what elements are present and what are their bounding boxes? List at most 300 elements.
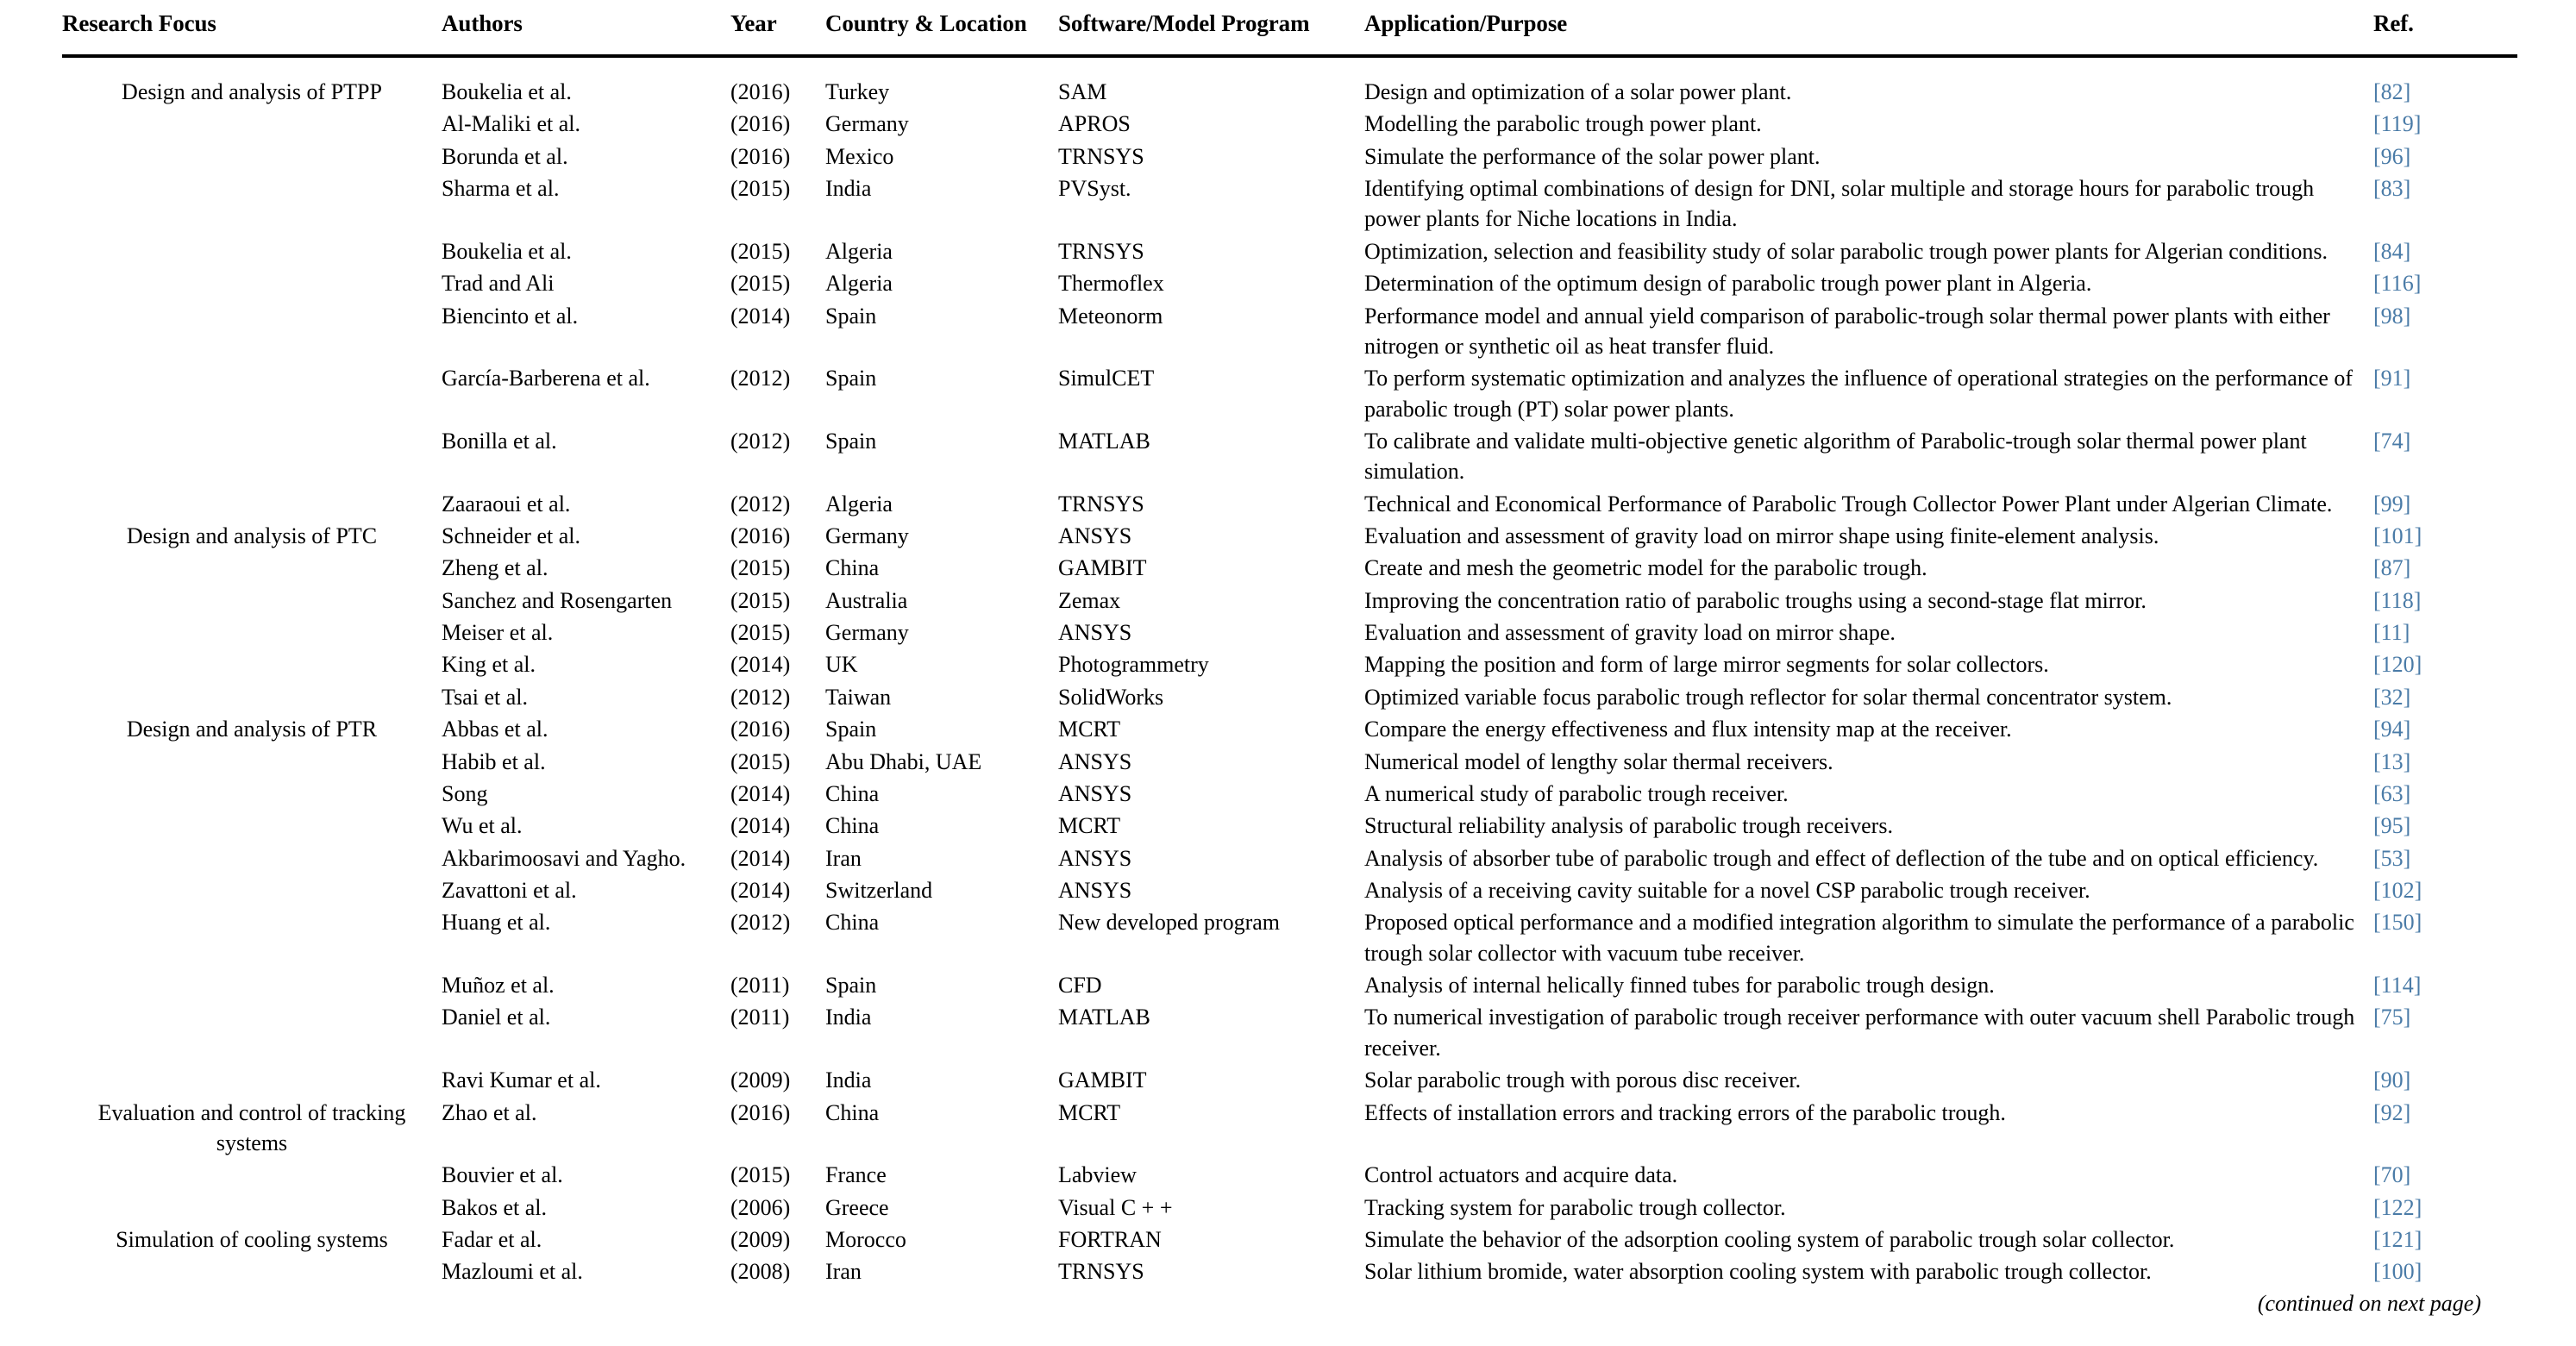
cell-research-focus (62, 714, 442, 746)
continued-on-next-page-note: (continued on next page) (2257, 1291, 2481, 1316)
cell-year: (2012) (730, 366, 791, 391)
table-row (62, 1224, 2517, 1256)
cell-country: Spain (825, 717, 877, 742)
cell-country: Algeria (825, 238, 893, 264)
cell-ref (2373, 907, 2517, 970)
table-row (62, 1098, 2517, 1161)
cell-research-focus (62, 553, 442, 585)
table-row (62, 426, 2517, 489)
cell-research-focus (62, 109, 442, 141)
cell-ref (2373, 617, 2517, 649)
cell-software: GAMBIT (1058, 1067, 1147, 1093)
cell-country: Iran (825, 845, 862, 871)
reference-link[interactable]: [53] (2373, 845, 2411, 871)
reference-link[interactable]: [101] (2373, 523, 2422, 549)
reference-link[interactable]: [11] (2373, 620, 2410, 646)
reference-link[interactable]: [94] (2373, 717, 2411, 742)
reference-link[interactable]: [63] (2373, 780, 2411, 806)
cell-country: Mexico (825, 143, 894, 169)
cell-research-focus (62, 682, 442, 714)
cell-application-purpose-text: To calibrate and validate multi-objective genetic algorithm of Parabolic-trough solar thermal power plant simulation. (1364, 428, 2307, 485)
cell-application-purpose (1364, 1002, 2373, 1065)
cell-authors: Mazloumi et al. (442, 1259, 583, 1285)
cell-country: Iran (825, 1259, 862, 1285)
cell-country: Morocco (825, 1226, 906, 1252)
cell-year: (2015) (730, 271, 791, 297)
cell-research-focus (62, 747, 442, 779)
cell-software: PVSyst. (1058, 176, 1131, 202)
cell-authors: Trad and Ali (442, 271, 555, 297)
cell-software: SimulCET (1058, 366, 1155, 391)
table-row (62, 1193, 2517, 1224)
cell-research-focus (62, 173, 442, 236)
reference-link[interactable]: [120] (2373, 652, 2422, 678)
cell-software: MCRT (1058, 717, 1121, 742)
cell-country: Spain (825, 366, 877, 391)
cell-country: Algeria (825, 271, 893, 297)
cell-research-focus (62, 301, 442, 364)
cell-country: China (825, 555, 880, 581)
reference-link[interactable]: [70] (2373, 1162, 2411, 1188)
cell-software: MCRT (1058, 1099, 1121, 1125)
cell-country: France (825, 1162, 887, 1188)
cell-country: China (825, 910, 880, 936)
column-header-application: Application/Purpose (1364, 0, 2373, 56)
reference-link[interactable]: [96] (2373, 143, 2411, 169)
cell-application-purpose (1364, 970, 2373, 1002)
cell-authors: Daniel et al. (442, 1005, 551, 1030)
table-row (62, 875, 2517, 907)
reference-link[interactable]: [150] (2373, 910, 2422, 936)
cell-application-purpose (1364, 1224, 2373, 1256)
cell-application-purpose-text: Optimized variable focus parabolic trough reflector for solar thermal concentrator system. (1364, 684, 2172, 710)
cell-software: Photogrammetry (1058, 652, 1209, 678)
cell-authors: Sanchez and Rosengarten (442, 587, 673, 613)
cell-country: China (825, 780, 880, 806)
cell-country: Switzerland (825, 877, 933, 903)
cell-authors: Meiser et al. (442, 620, 554, 646)
cell-application-purpose-text: Analysis of absorber tube of parabolic trough and effect of deflection of the tube and on optical efficiency. (1364, 845, 2319, 871)
column-header-country-location: Country & Location (825, 0, 1058, 56)
cell-software: Thermoflex (1058, 271, 1164, 297)
cell-application-purpose (1364, 779, 2373, 811)
reference-link[interactable]: [98] (2373, 303, 2411, 329)
cell-ref (2373, 426, 2517, 489)
cell-authors: Zheng et al. (442, 555, 548, 581)
cell-authors: Boukelia et al. (442, 238, 572, 264)
reference-link[interactable]: [75] (2373, 1005, 2411, 1030)
cell-application-purpose-text: Evaluation and assessment of gravity load on mirror shape using finite-element analysis. (1364, 523, 2159, 549)
cell-research-focus (62, 907, 442, 970)
table-row (62, 521, 2517, 553)
cell-ref (2373, 56, 2517, 109)
cell-research-focus (62, 970, 442, 1002)
cell-application-purpose-text: Numerical model of lengthy solar thermal receivers. (1364, 748, 1833, 774)
cell-application-purpose-text: Simulate the performance of the solar power plant. (1364, 143, 1821, 169)
reference-link[interactable]: [119] (2373, 111, 2422, 137)
cell-application-purpose-text: Technical and Economical Performance of Parabolic Trough Collector Power Plant under Algerian Climate. (1364, 491, 2333, 516)
cell-year: (2014) (730, 652, 791, 678)
reference-link[interactable]: [116] (2373, 271, 2422, 297)
research-focus-label: Simulation of cooling systems (116, 1226, 388, 1252)
cell-ref (2373, 553, 2517, 585)
reference-link[interactable]: [99] (2373, 491, 2411, 516)
reference-link[interactable]: [100] (2373, 1259, 2422, 1285)
cell-software: FORTRAN (1058, 1226, 1162, 1252)
cell-research-focus (62, 521, 442, 553)
cell-country: Turkey (825, 79, 890, 104)
cell-ref (2373, 301, 2517, 364)
cell-authors: García-Barberena et al. (442, 366, 650, 391)
cell-application-purpose (1364, 553, 2373, 585)
cell-application-purpose-text: Effects of installation errors and tracking errors of the parabolic trough. (1364, 1099, 2006, 1125)
cell-year: (2012) (730, 491, 791, 516)
cell-country: India (825, 1005, 872, 1030)
cell-application-purpose (1364, 301, 2373, 364)
cell-application-purpose (1364, 521, 2373, 553)
reference-link[interactable]: [95] (2373, 813, 2411, 839)
table-header (62, 0, 2517, 56)
cell-research-focus (62, 1160, 442, 1192)
cell-ref (2373, 141, 2517, 173)
cell-application-purpose (1364, 1160, 2373, 1192)
cell-application-purpose (1364, 649, 2373, 681)
reference-link[interactable]: [82] (2373, 79, 2411, 104)
cell-year: (2008) (730, 1259, 791, 1285)
research-focus-label: Design and analysis of PTPP (122, 79, 382, 104)
cell-application-purpose (1364, 363, 2373, 426)
reference-link[interactable]: [91] (2373, 366, 2411, 391)
cell-authors: Bouvier et al. (442, 1162, 563, 1188)
reference-link[interactable]: [74] (2373, 428, 2411, 454)
cell-research-focus (62, 1002, 442, 1065)
table-row (62, 56, 2517, 109)
cell-software: MCRT (1058, 813, 1121, 839)
column-header-software-model: Software/Model Program (1058, 0, 1364, 56)
cell-application-purpose-text: A numerical study of parabolic trough receiver. (1364, 780, 1789, 806)
cell-authors: Bonilla et al. (442, 428, 557, 454)
cell-ref (2373, 489, 2517, 521)
cell-application-purpose (1364, 843, 2373, 875)
cell-application-purpose-text: Analysis of a receiving cavity suitable for a novel CSP parabolic trough receiver. (1364, 877, 2090, 903)
cell-year: (2015) (730, 620, 791, 646)
cell-ref (2373, 363, 2517, 426)
cell-software: Meteonorm (1058, 303, 1163, 329)
table-row (62, 714, 2517, 746)
cell-ref (2373, 811, 2517, 842)
cell-research-focus (62, 141, 442, 173)
cell-country: Spain (825, 303, 877, 329)
table-row (62, 617, 2517, 649)
table-row (62, 173, 2517, 236)
cell-authors: King et al. (442, 652, 536, 678)
cell-year: (2012) (730, 428, 791, 454)
reference-link[interactable]: [13] (2373, 748, 2411, 774)
cell-software: MATLAB (1058, 428, 1150, 454)
cell-research-focus (62, 489, 442, 521)
cell-application-purpose (1364, 682, 2373, 714)
cell-authors: Al-Maliki et al. (442, 111, 581, 137)
table-header-row (62, 0, 2517, 56)
cell-application-purpose (1364, 109, 2373, 141)
cell-software: ANSYS (1058, 748, 1132, 774)
cell-research-focus (62, 268, 442, 300)
cell-ref (2373, 1224, 2517, 1256)
cell-year: (2016) (730, 143, 791, 169)
cell-authors: Muñoz et al. (442, 973, 555, 999)
cell-ref (2373, 173, 2517, 236)
cell-year: (2014) (730, 780, 791, 806)
cell-application-purpose-text: Improving the concentration ratio of parabolic troughs using a second-stage flat mirror. (1364, 587, 2147, 613)
cell-authors: Sharma et al. (442, 176, 560, 202)
cell-authors: Huang et al. (442, 910, 551, 936)
table-row (62, 553, 2517, 585)
cell-application-purpose-text: Determination of the optimum design of parabolic trough power plant in Algeria. (1364, 271, 2092, 297)
cell-year: (2014) (730, 877, 791, 903)
cell-software: TRNSYS (1058, 491, 1144, 516)
research-summary-table (62, 0, 2517, 1289)
table-row (62, 1002, 2517, 1065)
cell-application-purpose (1364, 714, 2373, 746)
cell-authors: Abbas et al. (442, 717, 548, 742)
cell-research-focus (62, 1065, 442, 1097)
cell-country: Australia (825, 587, 908, 613)
cell-software: MATLAB (1058, 1005, 1150, 1030)
cell-year: (2015) (730, 176, 791, 202)
cell-country: Spain (825, 973, 877, 999)
cell-application-purpose-text: Tracking system for parabolic trough collector. (1364, 1194, 1786, 1220)
cell-research-focus (62, 875, 442, 907)
reference-link[interactable]: [90] (2373, 1067, 2411, 1093)
cell-research-focus (62, 1224, 442, 1256)
cell-authors: Tsai et al. (442, 684, 528, 710)
cell-ref (2373, 1193, 2517, 1224)
table-row (62, 1065, 2517, 1097)
cell-ref (2373, 1256, 2517, 1288)
reference-link[interactable]: [83] (2373, 176, 2411, 202)
cell-software: TRNSYS (1058, 1259, 1144, 1285)
cell-authors: Biencinto et al. (442, 303, 579, 329)
column-header-year: Year (730, 0, 825, 56)
cell-year: (2015) (730, 1162, 791, 1188)
table-row (62, 585, 2517, 617)
cell-country: Germany (825, 111, 909, 137)
cell-application-purpose (1364, 585, 2373, 617)
cell-year: (2009) (730, 1226, 791, 1252)
cell-application-purpose-text: Modelling the parabolic trough power plant. (1364, 111, 1762, 137)
cell-authors: Akbarimoosavi and Yagho. (442, 845, 686, 871)
cell-country: Germany (825, 620, 909, 646)
cell-country: China (825, 813, 880, 839)
cell-application-purpose (1364, 56, 2373, 109)
cell-year: (2016) (730, 79, 791, 104)
table-row (62, 1160, 2517, 1192)
cell-country: UK (825, 652, 858, 678)
cell-year: (2014) (730, 813, 791, 839)
cell-country: Taiwan (825, 684, 892, 710)
research-focus-label: Design and analysis of PTC (126, 523, 378, 549)
cell-application-purpose (1364, 1193, 2373, 1224)
cell-year: (2016) (730, 717, 791, 742)
cell-application-purpose (1364, 489, 2373, 521)
cell-country: Abu Dhabi, UAE (825, 748, 982, 774)
cell-year: (2012) (730, 684, 791, 710)
cell-application-purpose-text: Design and optimization of a solar power plant. (1364, 79, 1792, 104)
table-row (62, 779, 2517, 811)
cell-research-focus (62, 56, 442, 109)
cell-application-purpose-text: Performance model and annual yield comparison of parabolic-trough solar thermal power plants with either nitrogen or synthetic oil as heat transfer fluid. (1364, 303, 2330, 359)
cell-application-purpose (1364, 875, 2373, 907)
cell-country: India (825, 1067, 872, 1093)
cell-application-purpose-text: Identifying optimal combinations of design for DNI, solar multiple and storage hours for parabolic trough power plants for Niche locations in India. (1364, 176, 2315, 232)
cell-authors: Zhao et al. (442, 1099, 537, 1125)
cell-ref (2373, 1002, 2517, 1065)
cell-year: (2012) (730, 910, 791, 936)
cell-software: GAMBIT (1058, 555, 1147, 581)
cell-application-purpose (1364, 747, 2373, 779)
cell-research-focus (62, 1193, 442, 1224)
cell-ref (2373, 109, 2517, 141)
cell-authors: Song (442, 780, 488, 806)
cell-application-purpose-text: Proposed optical performance and a modified integration algorithm to simulate the performance of a parabolic trough solar collector with vacuum tube receiver. (1364, 910, 2354, 966)
cell-research-focus (62, 617, 442, 649)
reference-link[interactable]: [32] (2373, 684, 2411, 710)
reference-link[interactable]: [114] (2373, 973, 2422, 999)
reference-link[interactable]: [122] (2373, 1194, 2422, 1220)
reference-link[interactable]: [84] (2373, 238, 2411, 264)
cell-ref (2373, 1098, 2517, 1161)
cell-research-focus (62, 426, 442, 489)
cell-year: (2011) (730, 973, 790, 999)
cell-application-purpose-text: Structural reliability analysis of parabolic trough receivers. (1364, 813, 1893, 839)
cell-authors: Fadar et al. (442, 1226, 542, 1252)
cell-application-purpose (1364, 426, 2373, 489)
cell-ref (2373, 268, 2517, 300)
cell-research-focus (62, 585, 442, 617)
cell-country: China (825, 1099, 880, 1125)
cell-software: ANSYS (1058, 523, 1132, 549)
cell-software: ANSYS (1058, 780, 1132, 806)
cell-application-purpose (1364, 268, 2373, 300)
cell-application-purpose-text: Analysis of internal helically finned tubes for parabolic trough design. (1364, 973, 1995, 999)
cell-ref (2373, 779, 2517, 811)
table-row (62, 811, 2517, 842)
cell-research-focus (62, 1256, 442, 1288)
cell-year: (2009) (730, 1067, 791, 1093)
cell-application-purpose (1364, 811, 2373, 842)
cell-application-purpose (1364, 907, 2373, 970)
table-row (62, 747, 2517, 779)
cell-authors: Schneider et al. (442, 523, 580, 549)
table-row (62, 970, 2517, 1002)
cell-software: New developed program (1058, 910, 1281, 936)
cell-country: Germany (825, 523, 909, 549)
cell-year: (2016) (730, 1099, 791, 1125)
cell-software: ANSYS (1058, 620, 1132, 646)
cell-ref (2373, 970, 2517, 1002)
cell-application-purpose (1364, 141, 2373, 173)
cell-ref (2373, 747, 2517, 779)
cell-application-purpose-text: To numerical investigation of parabolic trough receiver performance with outer vacuum shell Parabolic trough receiver. (1364, 1005, 2355, 1061)
cell-ref (2373, 585, 2517, 617)
cell-ref (2373, 1065, 2517, 1097)
cell-application-purpose-text: Mapping the position and form of large mirror segments for solar collectors. (1364, 652, 2049, 678)
table-row (62, 268, 2517, 300)
cell-application-purpose-text: Solar parabolic trough with porous disc receiver. (1364, 1067, 1802, 1093)
cell-year: (2015) (730, 555, 791, 581)
cell-year: (2015) (730, 587, 791, 613)
table-row (62, 141, 2517, 173)
reference-link[interactable]: [102] (2373, 877, 2422, 903)
cell-authors: Bakos et al. (442, 1194, 548, 1220)
cell-research-focus (62, 811, 442, 842)
cell-application-purpose-text: Simulate the behavior of the adsorption cooling system of parabolic trough solar collector. (1364, 1226, 2175, 1252)
cell-application-purpose (1364, 236, 2373, 268)
cell-software: TRNSYS (1058, 238, 1144, 264)
cell-software: APROS (1058, 111, 1131, 137)
cell-application-purpose-text: Evaluation and assessment of gravity load on mirror shape. (1364, 620, 1896, 646)
cell-authors: Habib et al. (442, 748, 546, 774)
cell-country: Greece (825, 1194, 889, 1220)
cell-application-purpose-text: To perform systematic optimization and analyzes the influence of operational strategies on the performance of parabolic trough (PT) solar power plants. (1364, 366, 2353, 422)
cell-authors: Ravi Kumar et al. (442, 1067, 601, 1093)
cell-application-purpose-text: Compare the energy effectiveness and flux intensity map at the receiver. (1364, 717, 2012, 742)
cell-ref (2373, 714, 2517, 746)
cell-ref (2373, 682, 2517, 714)
table-row (62, 1256, 2517, 1288)
column-header-authors: Authors (442, 0, 730, 56)
cell-application-purpose (1364, 1065, 2373, 1097)
cell-ref (2373, 843, 2517, 875)
table-row (62, 363, 2517, 426)
table-row (62, 109, 2517, 141)
research-focus-label: Design and analysis of PTR (126, 717, 378, 742)
reference-link[interactable]: [121] (2373, 1226, 2422, 1252)
cell-research-focus (62, 779, 442, 811)
cell-authors: Borunda et al. (442, 143, 568, 169)
cell-software: ANSYS (1058, 877, 1132, 903)
cell-software: Labview (1058, 1162, 1137, 1188)
table-body (62, 56, 2517, 1289)
reference-link[interactable]: [92] (2373, 1099, 2411, 1125)
cell-ref (2373, 236, 2517, 268)
cell-ref (2373, 649, 2517, 681)
cell-authors: Wu et al. (442, 813, 523, 839)
cell-application-purpose (1364, 1256, 2373, 1288)
cell-year: (2015) (730, 238, 791, 264)
cell-software: TRNSYS (1058, 143, 1144, 169)
reference-link[interactable]: [87] (2373, 555, 2411, 581)
cell-country: India (825, 176, 872, 202)
cell-research-focus (62, 363, 442, 426)
table-row (62, 682, 2517, 714)
cell-year: (2016) (730, 111, 791, 137)
cell-year: (2014) (730, 303, 791, 329)
cell-research-focus (62, 649, 442, 681)
cell-authors: Boukelia et al. (442, 79, 572, 104)
page-edge-running-text (2547, 0, 2576, 1346)
column-header-research-focus: Research Focus (62, 0, 442, 56)
cell-research-focus (62, 843, 442, 875)
cell-year: (2006) (730, 1194, 791, 1220)
cell-application-purpose-text: Optimization, selection and feasibility study of solar parabolic trough power plants for Algerian conditions. (1364, 238, 2328, 264)
reference-link[interactable]: [118] (2373, 587, 2422, 613)
cell-country: Spain (825, 428, 877, 454)
table-row (62, 489, 2517, 521)
cell-ref (2373, 1160, 2517, 1192)
table-row (62, 649, 2517, 681)
table-row (62, 301, 2517, 364)
